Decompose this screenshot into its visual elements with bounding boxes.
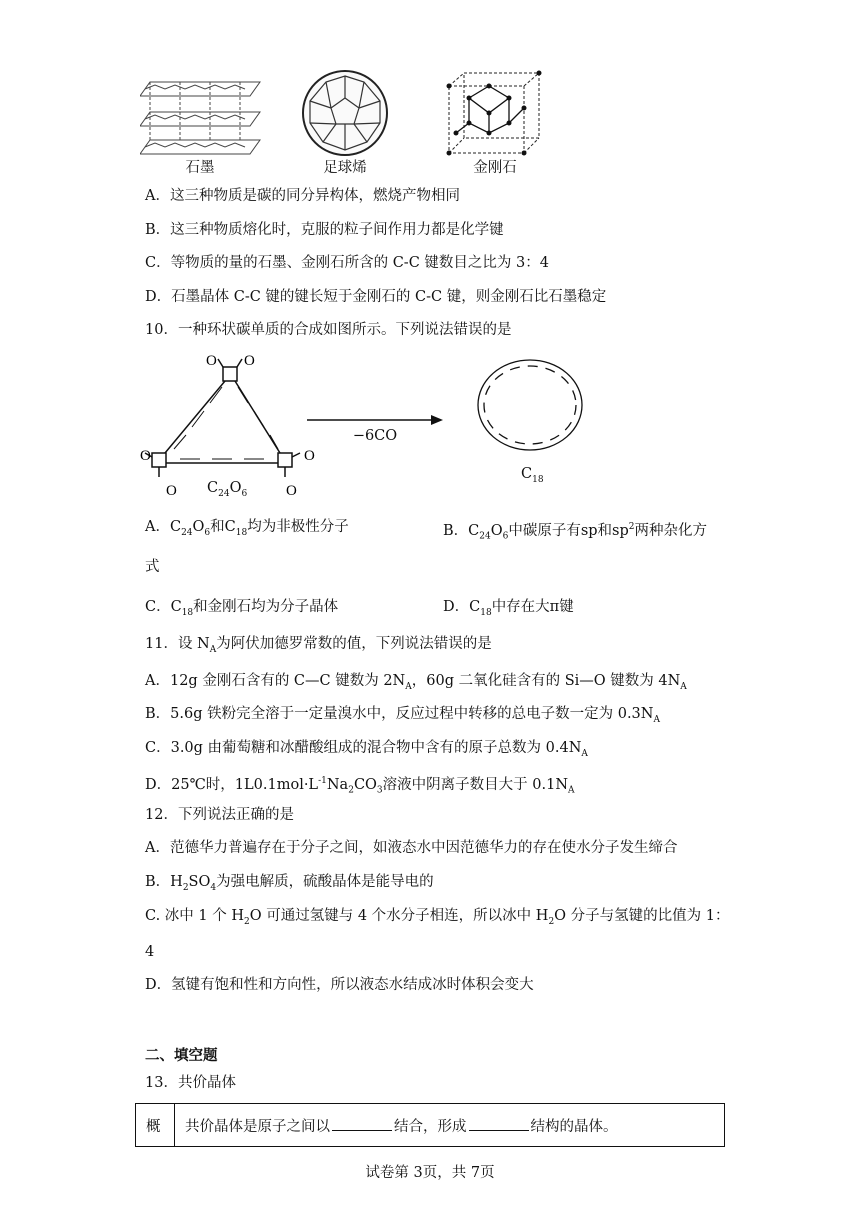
product-label: $C_{18}$ <box>521 466 544 485</box>
q13-stem: 13．共价晶体 <box>145 1075 236 1091</box>
q10-stem: 10．一种环状碳单质的合成如图所示。下列说法错误的是 <box>145 322 512 338</box>
q9-option-d: D．石墨晶体 C-C 键的键长短于金刚石的 C-C 键，则金刚石比石墨稳定 <box>145 289 607 305</box>
o-atom-left-upper: O <box>140 448 151 464</box>
blank-field[interactable] <box>469 1116 529 1131</box>
table-head-cell: 概 <box>136 1104 175 1147</box>
q10-option-b-continued: 式 <box>145 559 160 575</box>
o-atom-top-right: O <box>244 353 255 369</box>
q12-option-d: D．氢键有饱和性和方向性，所以液态水结成冰时体积会变大 <box>145 977 534 993</box>
o-atom-left-lower: O <box>166 483 177 499</box>
q12-option-a: A．范德华力普遍存在于分子之间，如液态水中因范德华力的存在使水分子发生缔合 <box>145 840 678 856</box>
q12-option-c: C. 冰中 1 个 $H_2O$ 可通过氢键与 4 个水分子相连，所以冰中 $H_2O$ 分子与氢键的比值为 1： <box>145 908 730 927</box>
section-title: 二、填空题 <box>145 1048 218 1064</box>
fullerene-figure <box>300 68 390 158</box>
q11-option-a: A．12g 金刚石含有的 C—C 键数为 $2N_A$，60g 二氧化硅含有的 Si—O 键数为 $4N_A$ <box>145 673 687 692</box>
product-c18-ring <box>470 350 590 460</box>
q10-option-d: D．$C_{18}$中存在大π键 <box>443 599 574 618</box>
diamond-caption: 金刚石 <box>473 160 517 176</box>
graphite-figure <box>140 68 265 158</box>
q11-stem: 11．设 $N_A$为阿伏加德罗常数的值，下列说法错误的是 <box>145 636 492 655</box>
q12-option-c-continued: 4 <box>145 944 155 960</box>
q9-option-b: B．这三种物质熔化时，克服的粒子间作用力都是化学键 <box>145 222 504 238</box>
fullerene-caption: 足球烯 <box>323 160 367 176</box>
graphite-caption: 石墨 <box>185 160 215 176</box>
reaction-arrow <box>305 410 445 430</box>
q12-option-b: B．$H_2SO_4$为强电解质，硫酸晶体是能导电的 <box>145 874 434 893</box>
q9-option-a: A．这三种物质是碳的同分异构体，燃烧产物相同 <box>145 188 460 204</box>
table-content-cell: 共价晶体是原子之间以 结合，形成 结构的晶体。 <box>175 1104 725 1147</box>
q10-option-c: C．$C_{18}$和金刚石均为分子晶体 <box>145 599 339 618</box>
diamond-figure <box>444 68 544 158</box>
q11-option-c: C．3.0g 由葡萄糖和冰醋酸组成的混合物中含有的原子总数为 $0.4N_A$ <box>145 740 588 759</box>
reactant-c24o6-structure <box>140 345 330 500</box>
reactant-label: $C_{24}O_6$ <box>207 480 248 499</box>
blank-field[interactable] <box>332 1116 392 1131</box>
q11-option-d: D．25℃时，$1L0.1mol\cdot L^{-1}Na_2CO_3$溶液中阴离子数目大于 $0.1N_A$ <box>145 776 575 796</box>
reaction-condition: −6CO <box>352 428 398 444</box>
o-atom-right-upper: O <box>304 448 315 464</box>
q10-option-a: A．$C_{24}O_6$和$C_{18}$均为非极性分子 <box>145 519 349 538</box>
q11-option-b: B．5.6g 铁粉完全溶于一定量溴水中，反应过程中转移的总电子数一定为 $0.3N_A$ <box>145 706 660 725</box>
covalent-crystal-table <box>135 1103 725 1147</box>
q10-option-b: B．$C_{24}O_6$中碳原子有sp和$sp^2$两种杂化方 <box>443 522 708 542</box>
page-footer: 试卷第 3页，共 7页 <box>365 1165 495 1181</box>
o-atom-top-left: O <box>206 353 217 369</box>
o-atom-right-lower: O <box>286 483 297 499</box>
q9-option-c: C．等物质的量的石墨、金刚石所含的 C-C 键数目之比为 3：4 <box>145 255 549 271</box>
q12-stem: 12．下列说法正确的是 <box>145 807 294 823</box>
